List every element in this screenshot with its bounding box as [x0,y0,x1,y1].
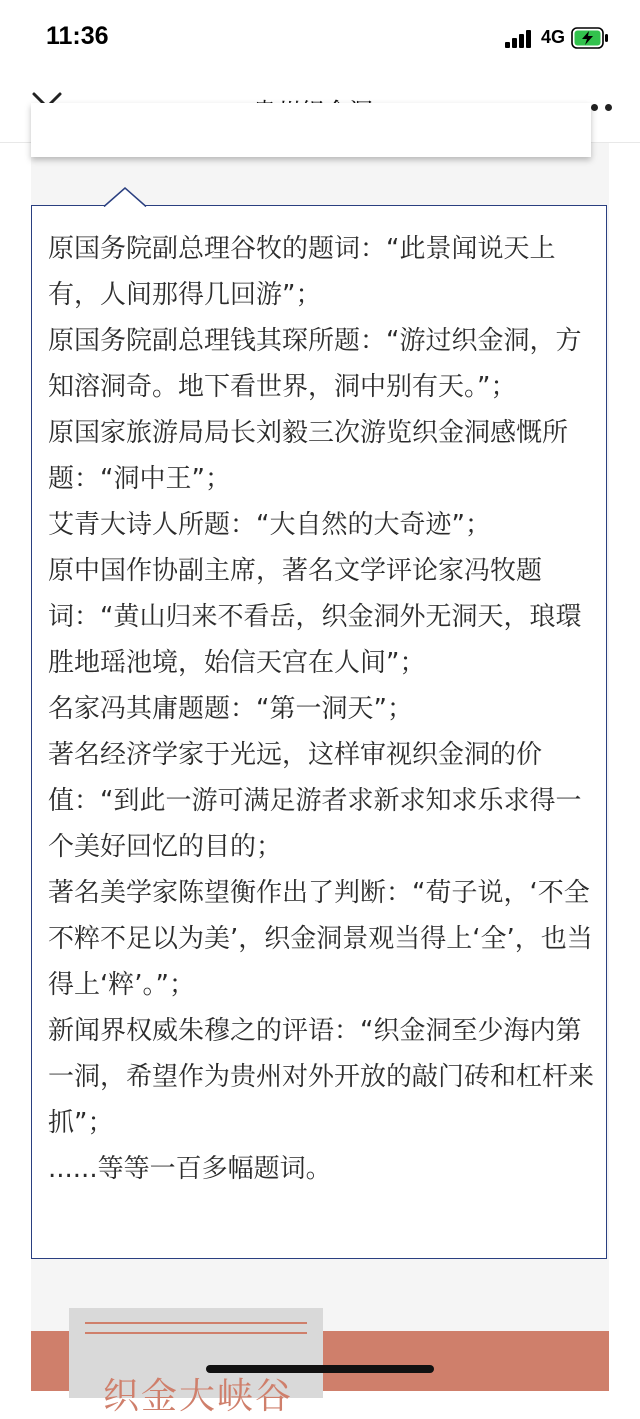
inscription-item: 原国家旅游局局长刘毅三次游览织金洞感慨所题：“洞中王”； [48,418,569,494]
inscription-item: ......等等一百多幅题词。 [48,1154,332,1184]
section-title-card [69,1308,323,1417]
inscription-item: 著名经济学家于光远，这样审视织金洞的价值：“到此一游可满足游者求新求知求乐求得一个美好回忆的目的； [48,740,582,862]
network-type: 4G [541,27,566,47]
inscription-item: 新闻界权威朱穆之的评语：“织金洞至少海内第一洞，希望作为贵州对外开放的敲门砖和杠杆来抓”； [48,1016,595,1138]
inscription-item: 原中国作协副主席，著名文学评论家冯牧题词：“黄山归来不看岳，织金洞外无洞天，琅環胜地瑶池境，始信天宫在人间”； [48,556,582,678]
home-indicator[interactable] [206,1365,434,1373]
status-bar [0,0,640,72]
cellular-signal-icon [505,28,535,48]
status-time: 11:36 [46,22,109,50]
section-title: 织金大峡谷 [103,1376,294,1417]
inscription-item: 著名美学家陈望衡作出了判断：“荀子说，‘不全不粹不足以为美’，织金洞景观当得上‘全’，也当得上‘粹’。”； [48,878,593,1000]
inscription-item: 艾青大诗人所题：“大自然的大奇迹”； [48,510,491,540]
article-content [0,143,640,1417]
inscription-item: 原国务院副总理钱其琛所题：“游过织金洞，方知溶洞奇。地下看世界，洞中别有天。”； [48,326,582,402]
divider [85,1332,307,1334]
previous-card [31,103,591,157]
inscription-item: 名家冯其庸题题：“第一洞天”； [48,694,413,724]
divider [85,1322,307,1324]
inscription-item: 原国务院副总理谷牧的题词：“此景闻说天上有，人间那得几回游”； [48,234,556,310]
inscriptions-text [48,226,594,1192]
battery-charging-icon [571,27,609,49]
inscriptions-box [31,205,607,1259]
bubble-tail [104,187,146,207]
